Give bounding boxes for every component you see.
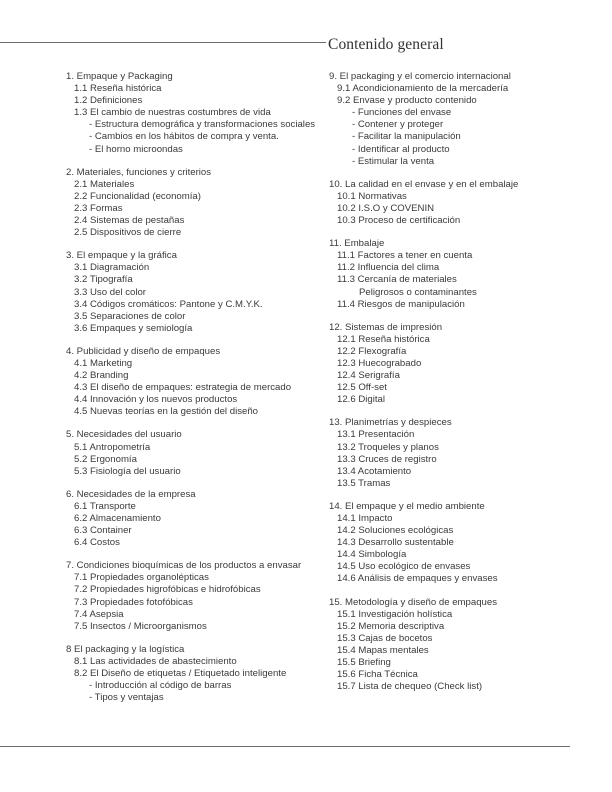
toc-subsection: 7.1 Propiedades organolépticas <box>74 572 209 584</box>
toc-subsection: 14.1 Impacto <box>337 513 393 524</box>
toc-subsection: 12.1 Reseña histórica <box>337 333 430 345</box>
toc-subsection: 2.4 Sistemas de pestañas <box>74 215 185 227</box>
toc-subitem: - Estimular la venta <box>352 155 435 167</box>
toc-section <box>66 429 336 477</box>
toc-subsection: 6.3 Container <box>74 525 132 537</box>
toc-subsection: 13.2 Troqueles y planos <box>337 441 439 453</box>
toc-subsection: 8.2 El Diseño de etiquetas / Etiquetado inteligente <box>74 668 287 680</box>
toc-subsection: 14.4 Simbología <box>337 549 407 561</box>
toc-section <box>329 417 599 490</box>
toc-subsection: 12.2 Flexografía <box>337 345 407 357</box>
toc-section <box>329 71 599 168</box>
toc-subitem: - Cambios en los hábitos de compra y venta. <box>89 131 279 143</box>
bottom-rule <box>0 746 570 747</box>
toc-left-column <box>66 71 336 715</box>
toc-section <box>66 346 336 419</box>
toc-subitem: - Introducción al código de barras <box>89 680 232 692</box>
toc-subsection: 3.6 Empaques y semiología <box>74 322 193 334</box>
toc-subsection: 15.4 Mapas mentales <box>337 644 429 656</box>
toc-subsection: 11.4 Riesgos de manipulación <box>337 298 465 310</box>
toc-subsection: 12.4 Serigrafía <box>337 370 400 382</box>
toc-subsection: 14.6 Análisis de empaques y envases <box>337 573 498 585</box>
toc-section <box>329 597 599 694</box>
toc-subsection: 12.3 Huecograbado <box>337 357 422 369</box>
toc-subitem: - Identificar al producto <box>352 143 450 155</box>
toc-section-heading: 15. Metodología y diseño de empaques <box>329 596 498 608</box>
toc-subsection: 3.1 Diagramación <box>74 262 150 274</box>
toc-subsection: 6.4 Costos <box>74 537 120 549</box>
toc-subsection: 5.1 Antropometría <box>74 441 151 453</box>
toc-right-column <box>329 71 599 704</box>
toc-subsection: 3.3 Uso del color <box>74 286 146 298</box>
toc-subsection: 10.3 Proceso de certificación <box>337 215 461 227</box>
toc-subsection: 4.3 El diseño de empaques: estrategia de mercado <box>74 382 292 394</box>
toc-section-heading: 3. El empaque y la gráfica <box>66 250 177 262</box>
toc-section-heading: 6. Necesidades de la empresa <box>66 488 196 500</box>
toc-subsection: 15.1 Investigación holística <box>337 608 453 620</box>
toc-subitem: - Tipos y ventajas <box>89 692 164 704</box>
toc-section-heading: 13. Planimetrías y despieces <box>329 417 452 429</box>
toc-subsection: 3.5 Separaciones de color <box>74 310 186 322</box>
toc-subsection: 15.5 Briefing <box>337 657 391 669</box>
toc-subsection: 1.1 Reseña histórica <box>74 83 162 95</box>
toc-section-heading: 8 El packaging y la logística <box>66 643 185 655</box>
toc-subitem: - Estructura demográfica y transformaciones sociales <box>89 119 316 131</box>
toc-subsection: 2.3 Formas <box>74 202 123 214</box>
toc-section <box>329 322 599 407</box>
toc-section-heading: 4. Publicidad y diseño de empaques <box>66 345 221 357</box>
toc-subsection: 14.3 Desarrollo sustentable <box>337 537 454 549</box>
toc-subsection: 13.4 Acotamiento <box>337 465 412 477</box>
toc-section-heading: 11. Embalaje <box>329 238 385 250</box>
toc-subsection: 5.2 Ergonomía <box>74 453 137 465</box>
toc-subsection: 15.7 Lista de chequeo (Check list) <box>337 681 483 693</box>
toc-subsection: 7.2 Propiedades higrofóbicas e hidrofóbicas <box>74 584 261 596</box>
toc-subitem: Peligrosos o contaminantes <box>359 286 477 298</box>
toc-section-heading: 5. Necesidades del usuario <box>66 429 182 441</box>
toc-subsection: 9.2 Envase y producto contenido <box>337 95 477 107</box>
toc-subsection: 15.3 Cajas de bocetos <box>337 632 433 644</box>
toc-subsection: 13.3 Cruces de registro <box>337 453 437 465</box>
toc-section-heading: 1. Empaque y Packaging <box>66 71 173 82</box>
toc-subsection: 12.5 Off-set <box>337 382 387 394</box>
toc-section-heading: 2. Materiales, funciones y criterios <box>66 166 212 178</box>
toc-subsection: 6.2 Almacenamiento <box>74 513 161 524</box>
toc-subsection: 2.1 Materiales <box>74 178 135 190</box>
toc-section <box>329 501 599 586</box>
toc-subitem: - Funciones del envase <box>352 107 452 119</box>
toc-section-heading: 10. La calidad en el envase y en el embalaje <box>329 178 519 190</box>
toc-section-heading: 7. Condiciones bioquímicas de los productos a envasar <box>66 560 302 572</box>
toc-section <box>66 560 336 633</box>
toc-subsection: 2.2 Funcionalidad (economía) <box>74 190 201 202</box>
toc-subsection: 14.2 Soluciones ecológicas <box>337 525 454 537</box>
toc-section <box>66 167 336 240</box>
top-rule <box>0 42 326 43</box>
toc-subsection: 3.4 Códigos cromáticos: Pantone y C.M.Y.K. <box>74 298 263 310</box>
toc-subsection: 5.3 Fisiología del usuario <box>74 465 181 477</box>
toc-subitem: - Contener y proteger <box>352 119 444 131</box>
toc-section <box>66 489 336 549</box>
toc-subitem: - El horno microondas <box>89 143 183 155</box>
toc-subsection: 11.1 Factores a tener en cuenta <box>337 250 473 262</box>
toc-subsection: 13.5 Tramas <box>337 477 391 489</box>
toc-section <box>66 250 336 335</box>
toc-subsection: 1.3 El cambio de nuestras costumbres de vida <box>74 107 271 119</box>
toc-section <box>66 71 336 156</box>
toc-subsection: 15.6 Ficha Técnica <box>337 669 418 681</box>
toc-section <box>66 644 336 704</box>
toc-subsection: 10.2 I.S.O y COVENIN <box>337 202 435 214</box>
toc-subsection: 10.1 Normativas <box>337 190 407 202</box>
toc-subsection: 8.1 Las actividades de abastecimiento <box>74 655 237 667</box>
toc-subsection: 4.1 Marketing <box>74 357 133 369</box>
toc-subitem: - Facilitar la manipulación <box>352 131 461 143</box>
toc-subsection: 7.5 Insectos / Microorganismos <box>74 620 207 632</box>
toc-section <box>329 238 599 311</box>
toc-section-heading: 12. Sistemas de impresión <box>329 321 443 333</box>
toc-subsection: 1.2 Definiciones <box>74 95 143 107</box>
toc-section <box>329 179 599 227</box>
page-title: Contenido general <box>328 36 444 53</box>
toc-subsection: 12.6 Digital <box>337 394 385 406</box>
toc-subsection: 13.1 Presentación <box>337 429 415 441</box>
toc-subsection: 14.5 Uso ecológico de envases <box>337 561 471 573</box>
toc-subsection: 7.3 Propiedades fotofóbicas <box>74 596 193 608</box>
toc-subsection: 6.1 Transporte <box>74 500 136 512</box>
toc-subsection: 4.2 Branding <box>74 370 129 382</box>
toc-subsection: 3.2 Tipografía <box>74 274 133 286</box>
toc-subsection: 4.4 Innovación y los nuevos productos <box>74 394 238 406</box>
toc-section-heading: 9. El packaging y el comercio internacional <box>329 71 511 82</box>
toc-subsection: 11.2 Influencia del clima <box>337 262 440 274</box>
toc-subsection: 9.1 Acondicionamiento de la mercadería <box>337 83 509 95</box>
toc-subsection: 2.5 Dispositivos de cierre <box>74 227 182 239</box>
toc-subsection: 15.2 Memoria descriptiva <box>337 620 445 632</box>
toc-subsection: 4.5 Nuevas teorías en la gestión del diseño <box>74 406 259 418</box>
toc-section-heading: 14. El empaque y el medio ambiente <box>329 500 485 512</box>
toc-subsection: 11.3 Cercanía de materiales <box>337 274 457 286</box>
toc-subsection: 7.4 Asepsia <box>74 608 124 620</box>
